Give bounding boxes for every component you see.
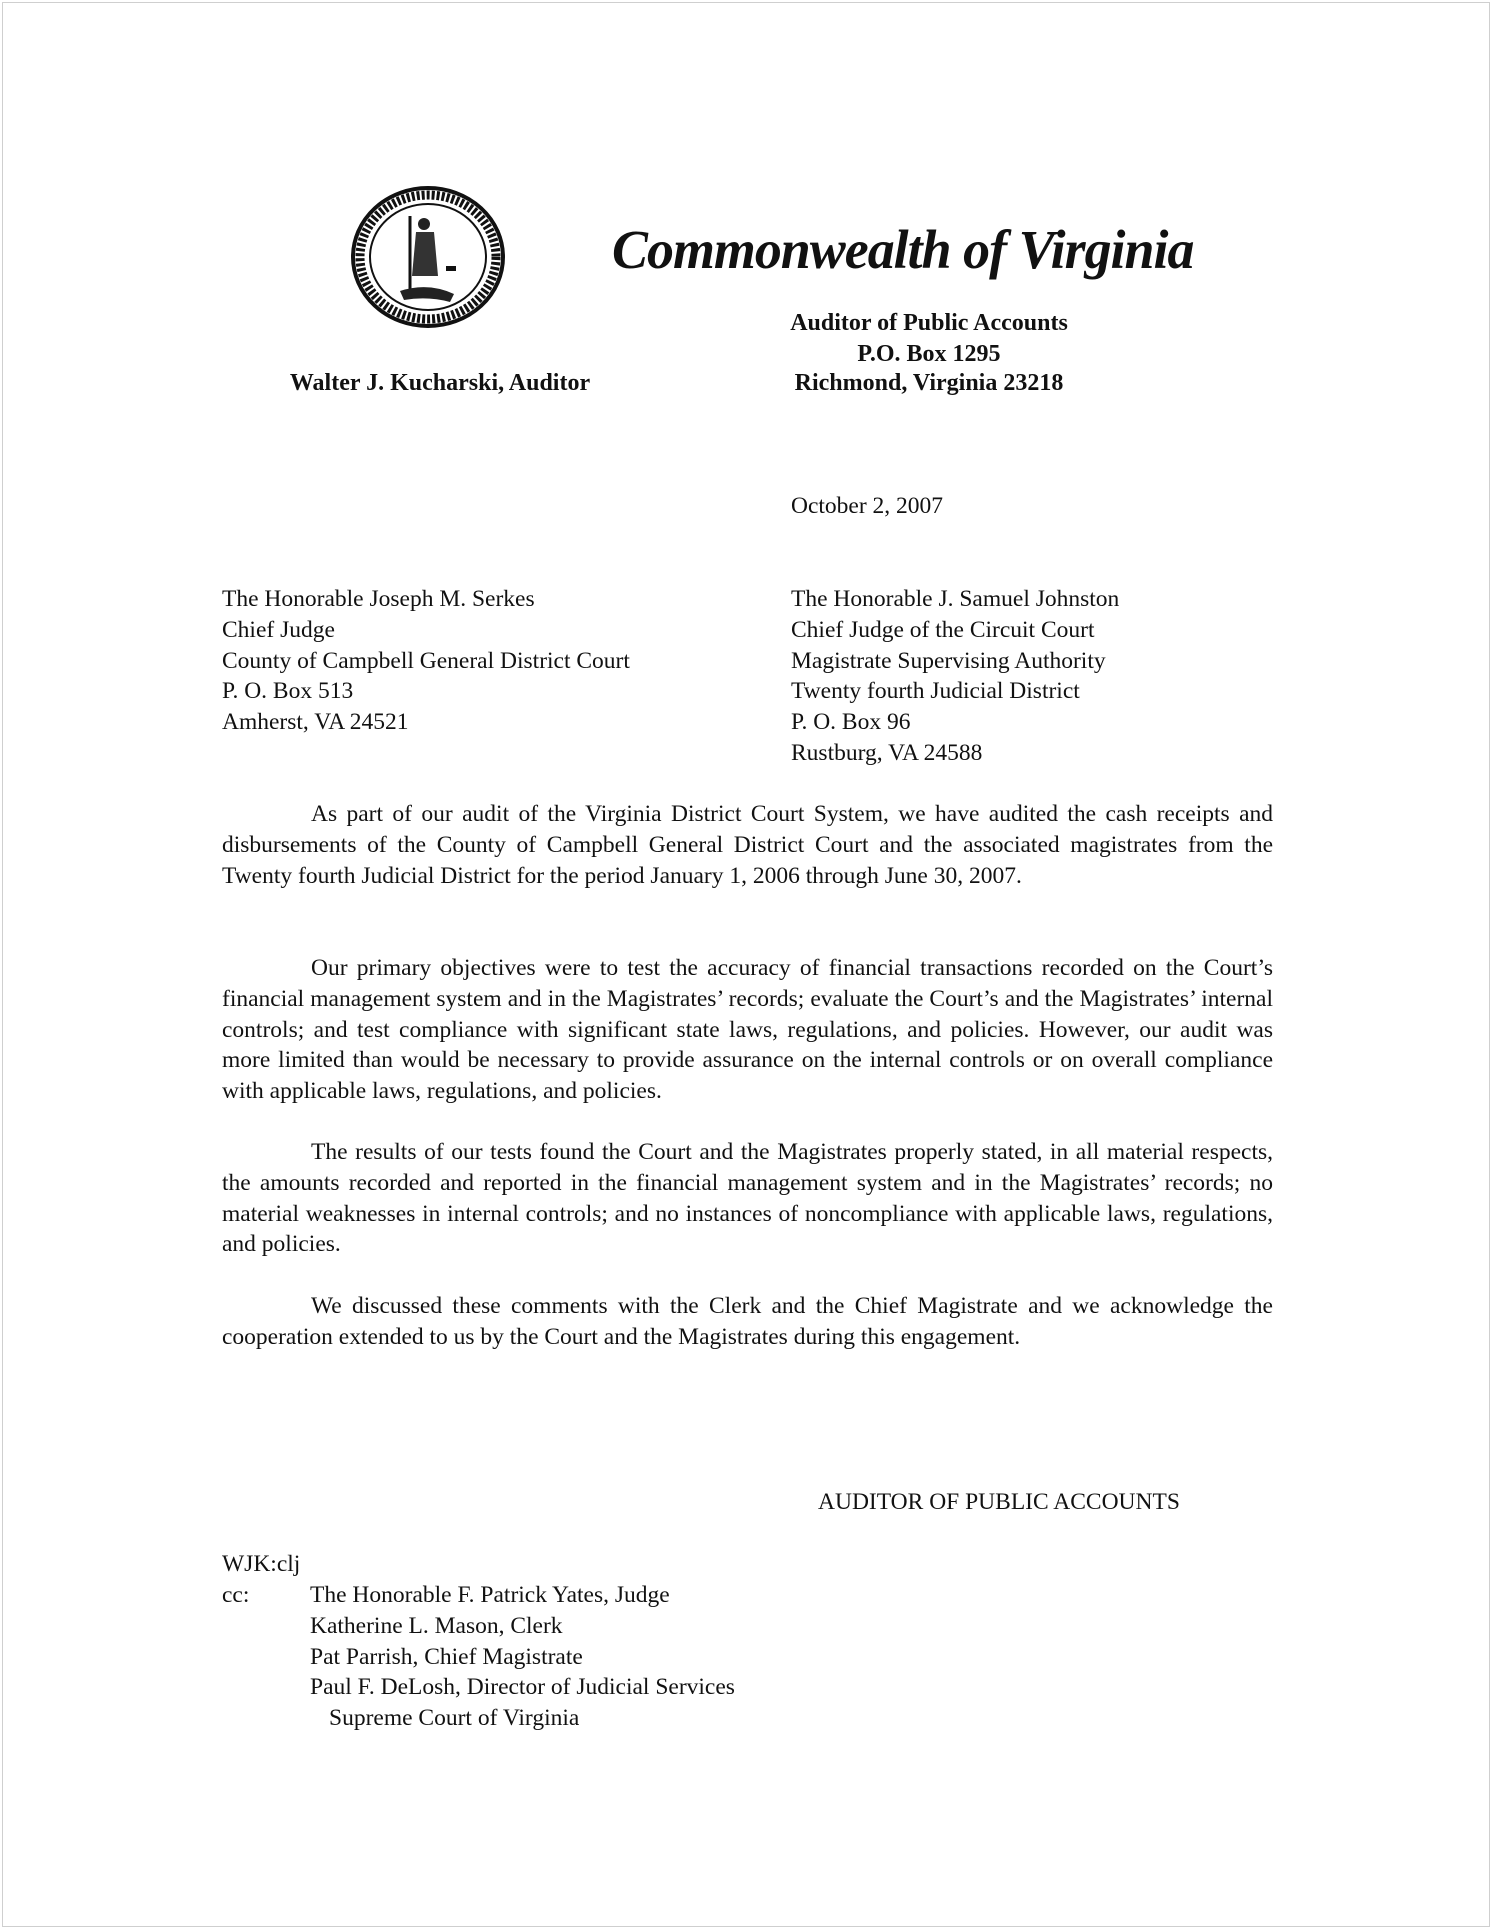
auditor-name: Walter J. Kucharski, Auditor <box>289 370 591 396</box>
body-paragraph-1: As part of our audit of the Virginia District Court System, we have audited the cash receipts and disbursements of the County of Campbell General District Court and the associated magistrates from the Twenty fourth Judicial District for the period January 1, 2006 through June 30, 2007. <box>222 801 1273 889</box>
address-line: Chief Judge <box>222 616 335 643</box>
address-line: P. O. Box 513 <box>222 678 354 705</box>
address-line: County of Campbell General District Court <box>222 647 630 674</box>
address-line: P. O. Box 96 <box>791 709 911 736</box>
recipient-right <box>791 584 1119 769</box>
cc-item-sub: Supreme Court of Virginia <box>329 1705 580 1732</box>
cc-item: Pat Parrish, Chief Magistrate <box>310 1643 583 1670</box>
address-line: Rustburg, VA 24588 <box>791 739 983 766</box>
office-po-box: P.O. Box 1295 <box>857 341 1001 367</box>
office-name: Auditor of Public Accounts <box>790 310 1068 336</box>
cc-item: The Honorable F. Patrick Yates, Judge <box>310 1582 670 1608</box>
office-city: Richmond, Virginia 23218 <box>794 370 1064 396</box>
cc-list <box>310 1580 735 1734</box>
recipient-left <box>222 584 630 738</box>
address-line: Amherst, VA 24521 <box>222 709 409 736</box>
cc-item: Katherine L. Mason, Clerk <box>310 1612 563 1639</box>
address-line: Magistrate Supervising Authority <box>791 647 1106 674</box>
body-paragraph-2: Our primary objectives were to test the accuracy of financial transactions recorded on the Court’s financial management system and in the Magistrates’ records; evaluate the Court’s and the Magistrates’ internal controls; and test compliance with significant state laws, regulations, and policies. However, our audit was more limited than would be necessary to provide assurance on the internal controls or on overall compliance with applicable laws, regulations, and policies. <box>222 955 1273 1105</box>
letter-date: October 2, 2007 <box>791 493 944 519</box>
signature-block: AUDITOR OF PUBLIC ACCOUNTS <box>818 1489 1180 1515</box>
cc-item: Paul F. DeLosh, Director of Judicial Services <box>310 1674 735 1701</box>
body-paragraph-4: We discussed these comments with the Clerk and the Chief Magistrate and we acknowledge the cooperation extended to us by the Court and the Magistrates during this engagement. <box>222 1293 1273 1350</box>
virginia-seal-logo <box>350 186 506 328</box>
address-line: The Honorable J. Samuel Johnston <box>791 586 1120 612</box>
address-line: Chief Judge of the Circuit Court <box>791 616 1095 643</box>
body-paragraph-3: The results of our tests found the Court and the Magistrates properly stated, in all material respects, the amounts recorded and reported in the financial management system and in the Magistrates’ records; no material weaknesses in internal controls; and no instances of noncompliance with applicable laws, regulations, and policies. <box>222 1139 1273 1258</box>
cc-label: cc: <box>222 1582 250 1608</box>
address-line: Twenty fourth Judicial District <box>791 678 1080 705</box>
initials: WJK:clj <box>222 1551 301 1577</box>
letterhead-title: Commonwealth of Virginia <box>612 219 1194 280</box>
address-line: The Honorable Joseph M. Serkes <box>222 586 535 612</box>
